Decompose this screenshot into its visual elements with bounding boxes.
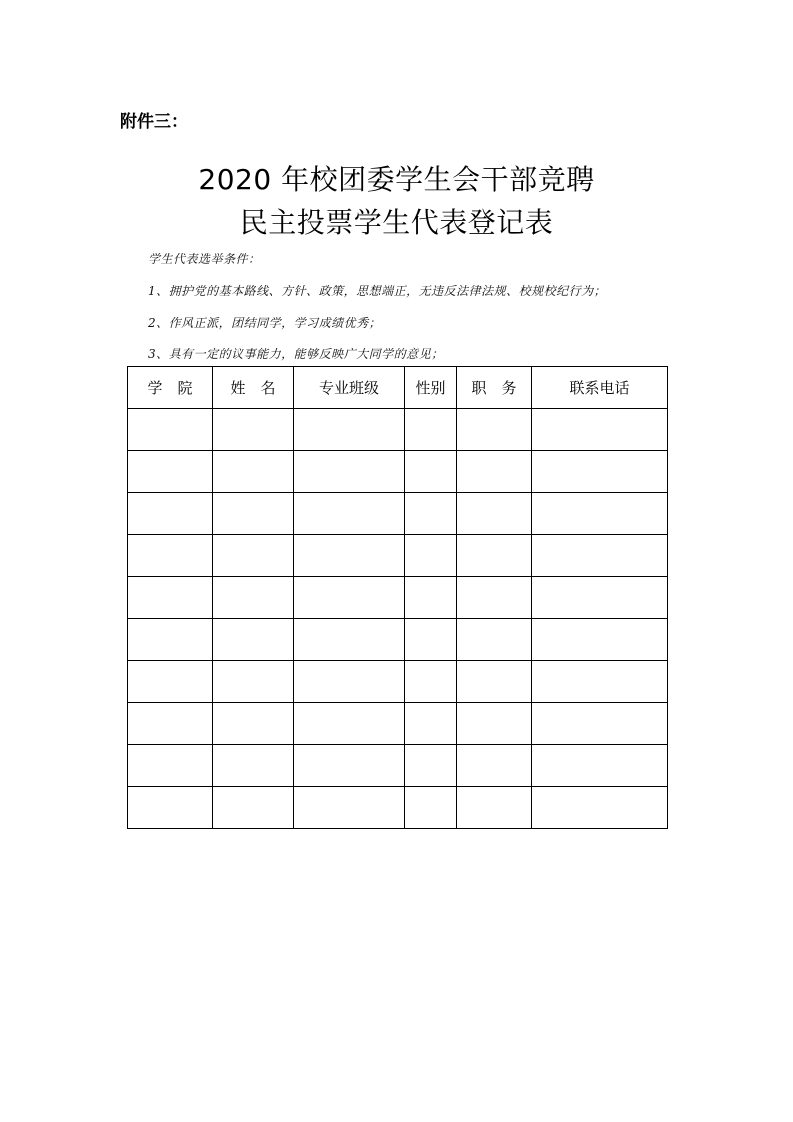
cell-position[interactable] [457,661,532,703]
cell-gender[interactable] [405,703,457,745]
table-row [128,577,668,619]
cell-position[interactable] [457,577,532,619]
cell-gender[interactable] [405,745,457,787]
cell-position[interactable] [457,787,532,829]
cell-phone[interactable] [532,535,668,577]
condition-item-3: 3、具有一定的议事能力，能够反映广大同学的意见； [148,347,444,361]
cell-name[interactable] [213,703,294,745]
cell-gender[interactable] [405,787,457,829]
cell-phone[interactable] [532,409,668,451]
cell-major-class[interactable] [294,409,405,451]
cell-phone[interactable] [532,493,668,535]
table-row [128,787,668,829]
cell-major-class[interactable] [294,535,405,577]
cell-major-class[interactable] [294,619,405,661]
cell-name[interactable] [213,619,294,661]
cell-name[interactable] [213,493,294,535]
cell-phone[interactable] [532,745,668,787]
cell-position[interactable] [457,703,532,745]
cell-major-class[interactable] [294,703,405,745]
cell-college[interactable] [128,535,213,577]
cell-name[interactable] [213,787,294,829]
cell-name[interactable] [213,535,294,577]
condition-item-1: 1、拥护党的基本路线、方针、政策，思想端正，无违反法律法规、校规校纪行为； [148,284,607,298]
cell-position[interactable] [457,493,532,535]
cell-college[interactable] [128,619,213,661]
attachment-label: 附件三： [120,112,188,132]
cell-phone[interactable] [532,619,668,661]
table-body [128,409,668,829]
table-row [128,661,668,703]
cell-gender[interactable] [405,619,457,661]
table-row [128,703,668,745]
cell-phone[interactable] [532,787,668,829]
cell-phone[interactable] [532,661,668,703]
cell-college[interactable] [128,493,213,535]
cell-phone[interactable] [532,703,668,745]
cell-major-class[interactable] [294,787,405,829]
cell-position[interactable] [457,535,532,577]
cell-name[interactable] [213,577,294,619]
header-major-class: 专业班级 [294,367,405,409]
page-title-line-2: 民主投票学生代表登记表 [239,206,554,239]
cell-name[interactable] [213,451,294,493]
cell-name[interactable] [213,745,294,787]
header-position: 职 务 [457,367,532,409]
cell-gender[interactable] [405,451,457,493]
cell-phone[interactable] [532,577,668,619]
cell-college[interactable] [128,661,213,703]
table-header-row [128,367,668,409]
cell-gender[interactable] [405,493,457,535]
cell-gender[interactable] [405,577,457,619]
header-phone: 联系电话 [532,367,668,409]
cell-name[interactable] [213,409,294,451]
table-row [128,451,668,493]
cell-position[interactable] [457,451,532,493]
page-title-line-1: 2020 年校团委学生会干部竞聘 [198,163,595,196]
cell-gender[interactable] [405,535,457,577]
cell-college[interactable] [128,577,213,619]
cell-college[interactable] [128,451,213,493]
cell-major-class[interactable] [294,661,405,703]
cell-college[interactable] [128,787,213,829]
cell-major-class[interactable] [294,493,405,535]
table-row [128,493,668,535]
cell-position[interactable] [457,619,532,661]
cell-position[interactable] [457,409,532,451]
header-gender: 性别 [405,367,457,409]
cell-gender[interactable] [405,661,457,703]
table-row [128,409,668,451]
header-college: 学 院 [128,367,213,409]
table-row [128,745,668,787]
cell-phone[interactable] [532,451,668,493]
table-row [128,619,668,661]
condition-item-2: 2、作风正派，团结同学，学习成绩优秀； [148,316,382,330]
cell-major-class[interactable] [294,451,405,493]
cell-name[interactable] [213,661,294,703]
cell-position[interactable] [457,745,532,787]
registration-table [127,366,668,829]
cell-college[interactable] [128,745,213,787]
cell-gender[interactable] [405,409,457,451]
cell-college[interactable] [128,703,213,745]
header-name: 姓 名 [213,367,294,409]
table-row [128,535,668,577]
cell-major-class[interactable] [294,745,405,787]
cell-college[interactable] [128,409,213,451]
conditions-heading: 学生代表选举条件： [148,252,261,266]
cell-major-class[interactable] [294,577,405,619]
